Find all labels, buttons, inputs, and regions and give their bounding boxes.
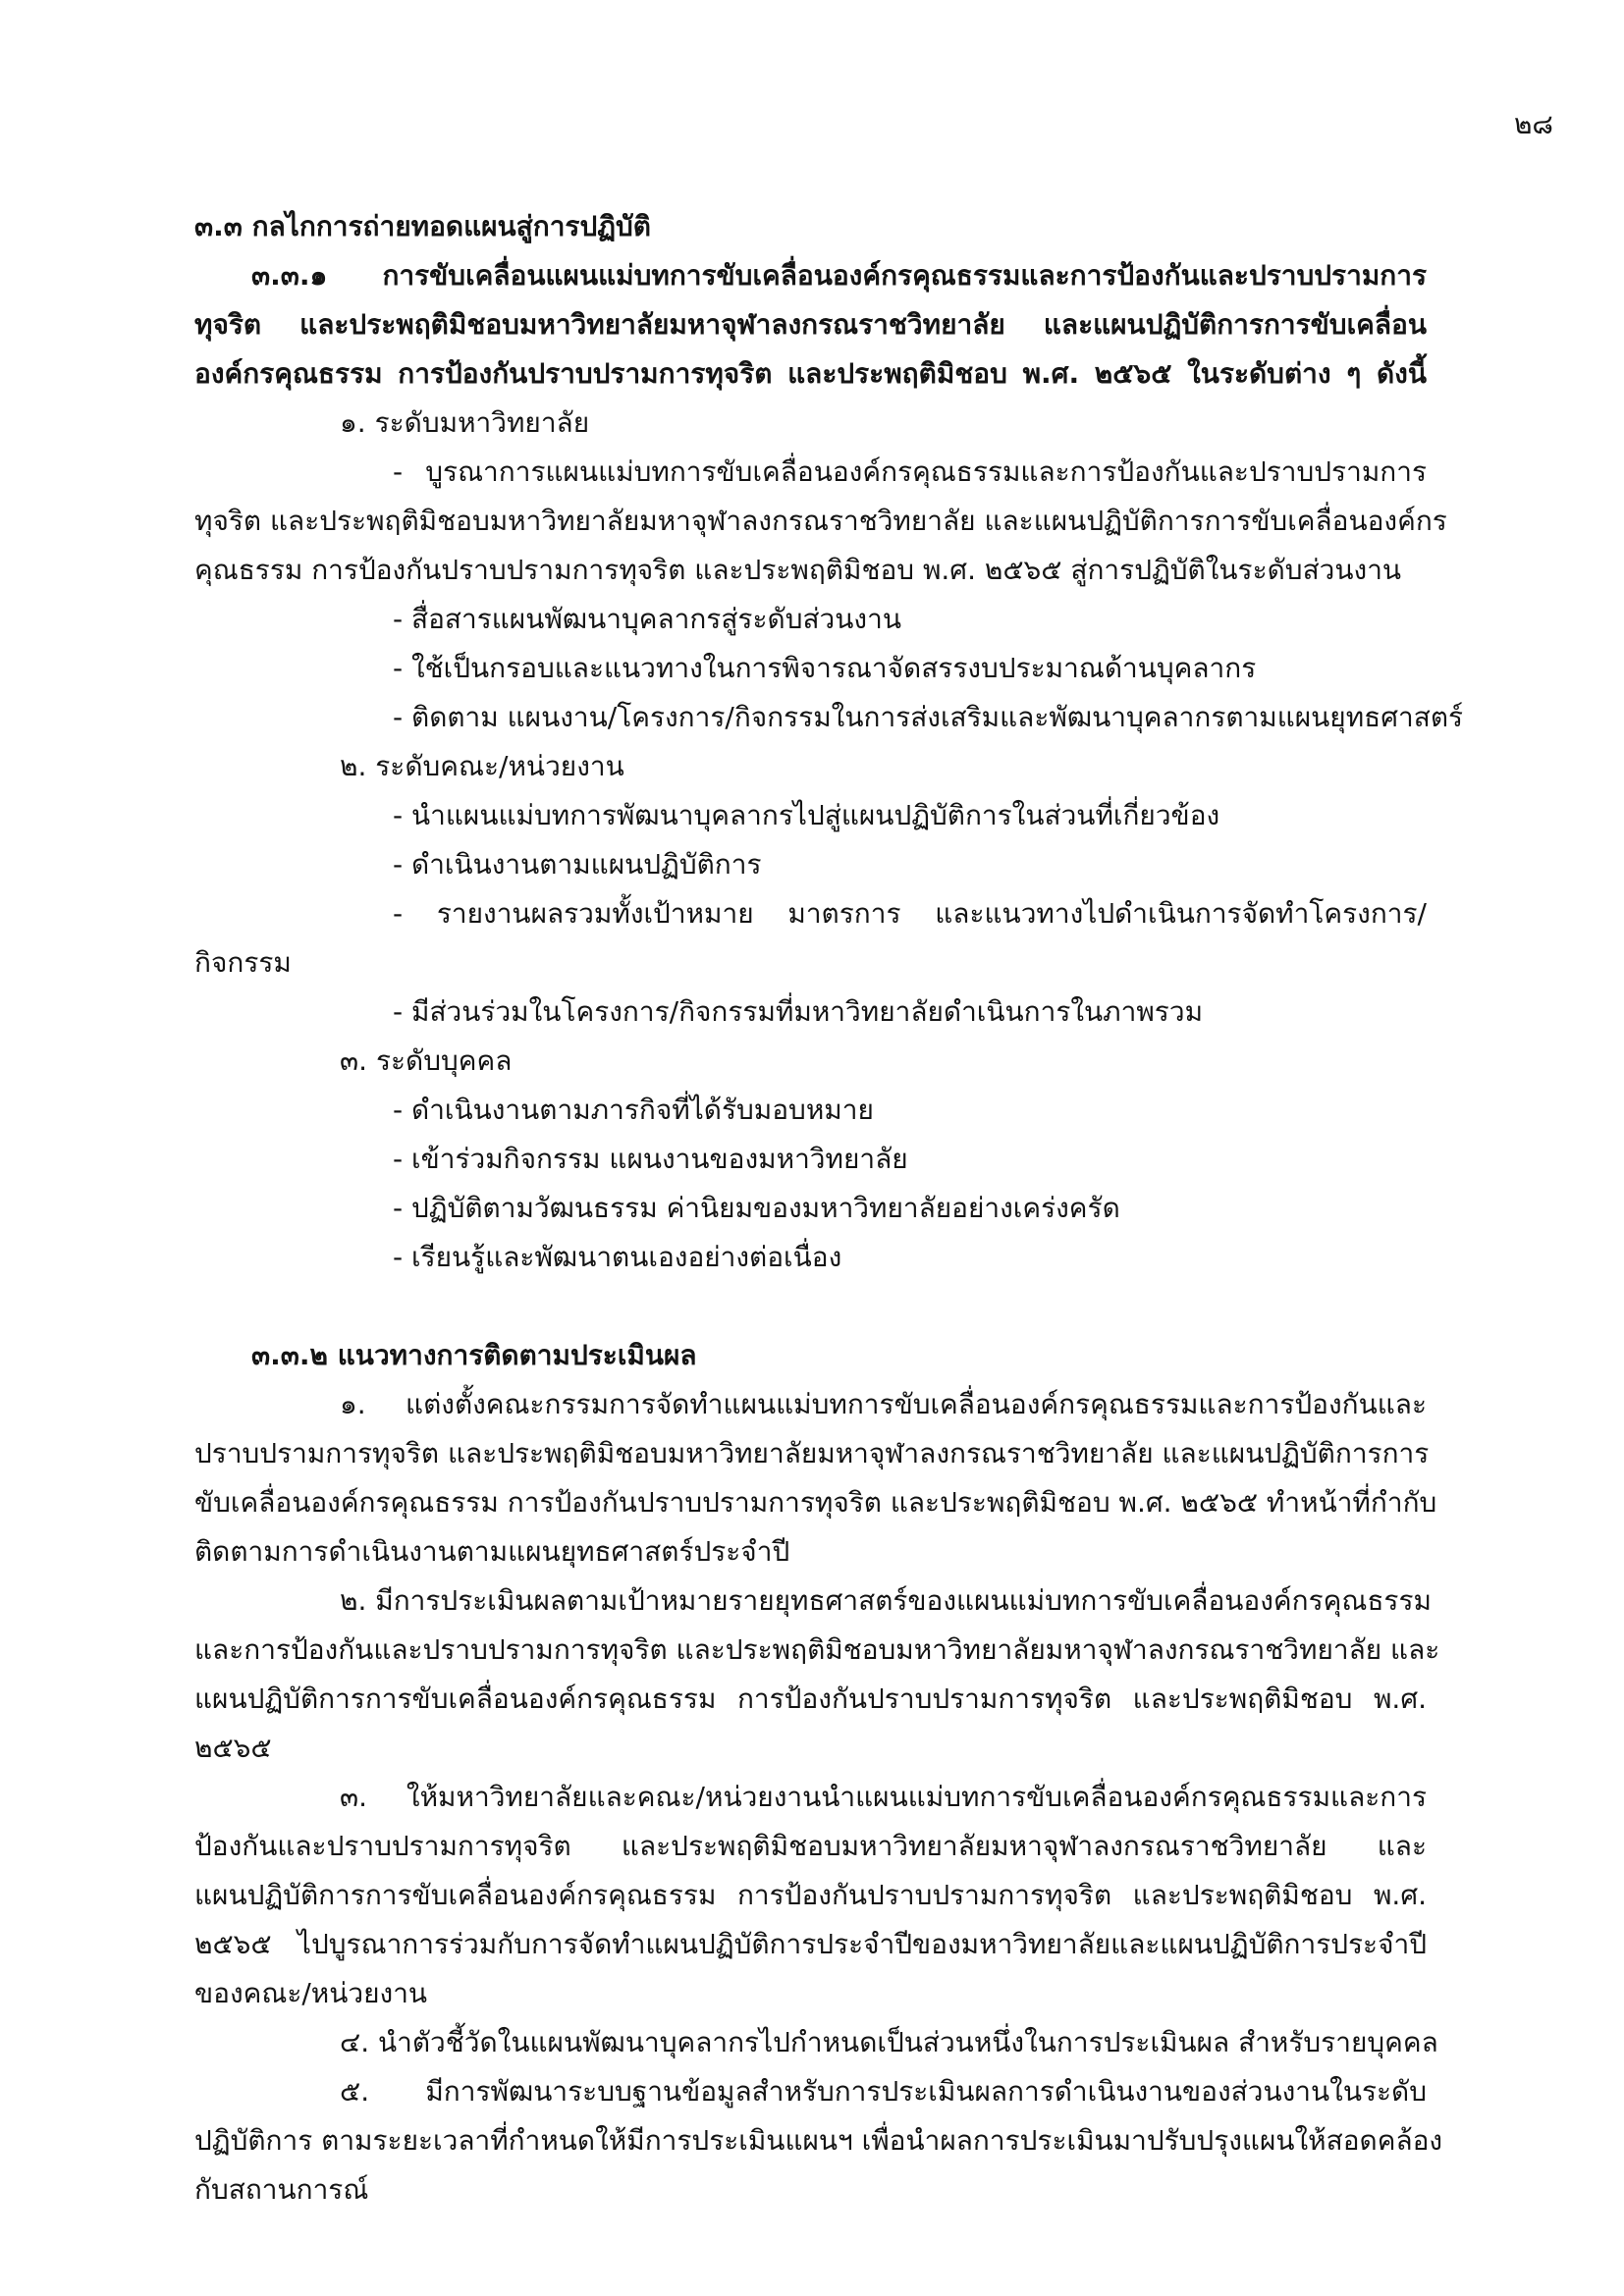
bullet-item-line: - นำแผนแม่บทการพัฒนาบุคลากรไปสู่แผนปฏิบัติการในส่วนที่เกี่ยวข้อง [393, 799, 1220, 831]
section-heading: ๓.๓ กลไกการถ่ายทอดแผนสู่การปฏิบัติ [194, 210, 651, 242]
subsection-title-line: องค์กรคุณธรรม การป้องกันปราบปรามการทุจริต และประพฤติมิชอบ พ.ศ. ๒๕๖๕ ในระดับต่าง ๆ ดังนี้ [194, 357, 1427, 390]
numbered-item-1 [194, 1380, 1437, 1576]
paragraph-line: ของคณะ/หน่วยงาน [194, 1977, 428, 2009]
bullet-item-line: - บูรณาการแผนแม่บทการขับเคลื่อนองค์กรคุณธรรมและการป้องกันและปราบปรามการ [393, 455, 1427, 488]
numbered-item-5 [194, 2067, 1443, 2215]
bullet-item-line: - ปฏิบัติตามวัฒนธรรม ค่านิยมของมหาวิทยาลัยอย่างเคร่งครัด [393, 1192, 1120, 1224]
paragraph-line: กับสถานการณ์ [194, 2173, 369, 2206]
paragraph-line: ขับเคลื่อนองค์กรคุณธรรม การป้องกันปราบปรามการทุจริต และประพฤติมิชอบ พ.ศ. ๒๕๖๕ ทำหน้าที่กำกับ [194, 1486, 1437, 1519]
level-title: ๑. ระดับมหาวิทยาลัย [340, 406, 590, 439]
numbered-item-3 [194, 1773, 1427, 2018]
bullet-item-line: กิจกรรม [194, 946, 292, 979]
bullet-item-line: - สื่อสารแผนพัฒนาบุคลากรสู่ระดับส่วนงาน [393, 603, 901, 635]
bullet-item-line: - มีส่วนร่วมในโครงการ/กิจกรรมที่มหาวิทยาลัยดำเนินการในภาพรวม [393, 995, 1204, 1028]
level-title: ๒. ระดับคณะ/หน่วยงาน [340, 750, 624, 782]
paragraph-line: ๑. แต่งตั้งคณะกรรมการจัดทำแผนแม่บทการขับเคลื่อนองค์กรคุณธรรมและการป้องกันและ [340, 1388, 1427, 1420]
bullet-item-line: - ใช้เป็นกรอบและแนวทางในการพิจารณาจัดสรรงบประมาณด้านบุคลากร [393, 652, 1257, 684]
paragraph-line: ปฏิบัติการ ตามระยะเวลาที่กำหนดให้มีการประเมินแผนฯ เพื่อนำผลการประเมินมาปรับปรุงแผนให้สอดคล้อง [194, 2124, 1443, 2157]
bullet-item-line: - ดำเนินงานตามภารกิจที่ได้รับมอบหมาย [393, 1094, 874, 1126]
subsection-3-3-2 [194, 1331, 1443, 2215]
level-individual [194, 1037, 1427, 1282]
bullet-item-line: - เรียนรู้และพัฒนาตนเองอย่างต่อเนื่อง [393, 1241, 842, 1273]
paragraph-line: แผนปฏิบัติการการขับเคลื่อนองค์กรคุณธรรม การป้องกันปราบปรามการทุจริต และประพฤติมิชอบ พ.ศ. [194, 1879, 1427, 1911]
paragraph-line: แผนปฏิบัติการการขับเคลื่อนองค์กรคุณธรรม การป้องกันปราบปรามการทุจริต และประพฤติมิชอบ พ.ศ. [194, 1682, 1427, 1715]
numbered-item-2 [194, 1576, 1440, 1773]
bullet-item-line: - ดำเนินงานตามแผนปฏิบัติการ [393, 848, 762, 881]
paragraph-line: ๒. มีการประเมินผลตามเป้าหมายรายยุทธศาสตร์ของแผนแม่บทการขับเคลื่อนองค์กรคุณธรรม [340, 1584, 1432, 1617]
paragraph-line: ป้องกันและปราบปรามการทุจริต และประพฤติมิชอบมหาวิทยาลัยมหาจุฬาลงกรณราชวิทยาลัย และ [194, 1830, 1427, 1862]
document-body [194, 202, 1464, 2215]
subsection-3-3-1 [194, 251, 1464, 1282]
paragraph-line: ๕. มีการพัฒนาระบบฐานข้อมูลสำหรับการประเมินผลการดำเนินงานของส่วนงานในระดับ [340, 2075, 1427, 2108]
paragraph-line: ๒๕๖๕ ไปบูรณาการร่วมกับการจัดทำแผนปฏิบัติการประจำปีของมหาวิทยาลัยและแผนปฏิบัติการประจำปี [194, 1928, 1427, 1960]
level-faculty [194, 742, 1427, 1037]
level-university [194, 399, 1464, 742]
numbered-item-4 [194, 2018, 1438, 2067]
paragraph-line: ๒๕๖๕ [194, 1732, 272, 1764]
bullet-item-line: - รายงานผลรวมทั้งเป้าหมาย มาตรการ และแนวทางไปดำเนินการจัดทำโครงการ/ [393, 897, 1427, 930]
subsection-title-line: ๓.๓.๑ การขับเคลื่อนแผนแม่บทการขับเคลื่อนองค์กรคุณธรรมและการป้องกันและปราบปรามการ [251, 259, 1427, 292]
paragraph-line: และการป้องกันและปราบปรามการทุจริต และประพฤติมิชอบมหาวิทยาลัยมหาจุฬาลงกรณราชวิทยาลัย และ [194, 1633, 1440, 1666]
paragraph-line: ปราบปรามการทุจริต และประพฤติมิชอบมหาวิทยาลัยมหาจุฬาลงกรณราชวิทยาลัย และแผนปฏิบัติการการ [194, 1437, 1430, 1469]
bullet-item-line: - ติดตาม แผนงาน/โครงการ/กิจกรรมในการส่งเสริมและพัฒนาบุคลากรตามแผนยุทธศาสตร์ [393, 701, 1464, 733]
blank-line [194, 1282, 1427, 1331]
paragraph-line: ๔. นำตัวชี้วัดในแผนพัฒนาบุคลากรไปกำหนดเป็นส่วนหนึ่งในการประเมินผล สำหรับรายบุคคล [340, 2026, 1438, 2058]
bullet-item-line: คุณธรรม การป้องกันปราบปรามการทุจริต และประพฤติมิชอบ พ.ศ. ๒๕๖๕ สู่การปฏิบัติในระดับส่วนงาน [194, 554, 1402, 586]
bullet-item-line: ทุจริต และประพฤติมิชอบมหาวิทยาลัยมหาจุฬาลงกรณราชวิทยาลัย และแผนปฏิบัติการการขับเคลื่อนองค์กร [194, 505, 1447, 537]
page-number: ๒๘ [1513, 108, 1553, 140]
level-title: ๓. ระดับบุคคล [340, 1044, 513, 1077]
paragraph-line: ๓. ให้มหาวิทยาลัยและคณะ/หน่วยงานนำแผนแม่บทการขับเคลื่อนองค์กรคุณธรรมและการ [340, 1781, 1427, 1813]
subsection-title: ๓.๓.๒ แนวทางการติดตามประเมินผล [251, 1339, 697, 1371]
paragraph-line: ติดตามการดำเนินงานตามแผนยุทธศาสตร์ประจำปี [194, 1535, 790, 1568]
bullet-item-line: - เข้าร่วมกิจกรรม แผนงานของมหาวิทยาลัย [393, 1143, 908, 1175]
subsection-title-line: ทุจริต และประพฤติมิชอบมหาวิทยาลัยมหาจุฬาลงกรณราชวิทยาลัย และแผนปฏิบัติการการขับเคลื่อน [194, 308, 1427, 341]
